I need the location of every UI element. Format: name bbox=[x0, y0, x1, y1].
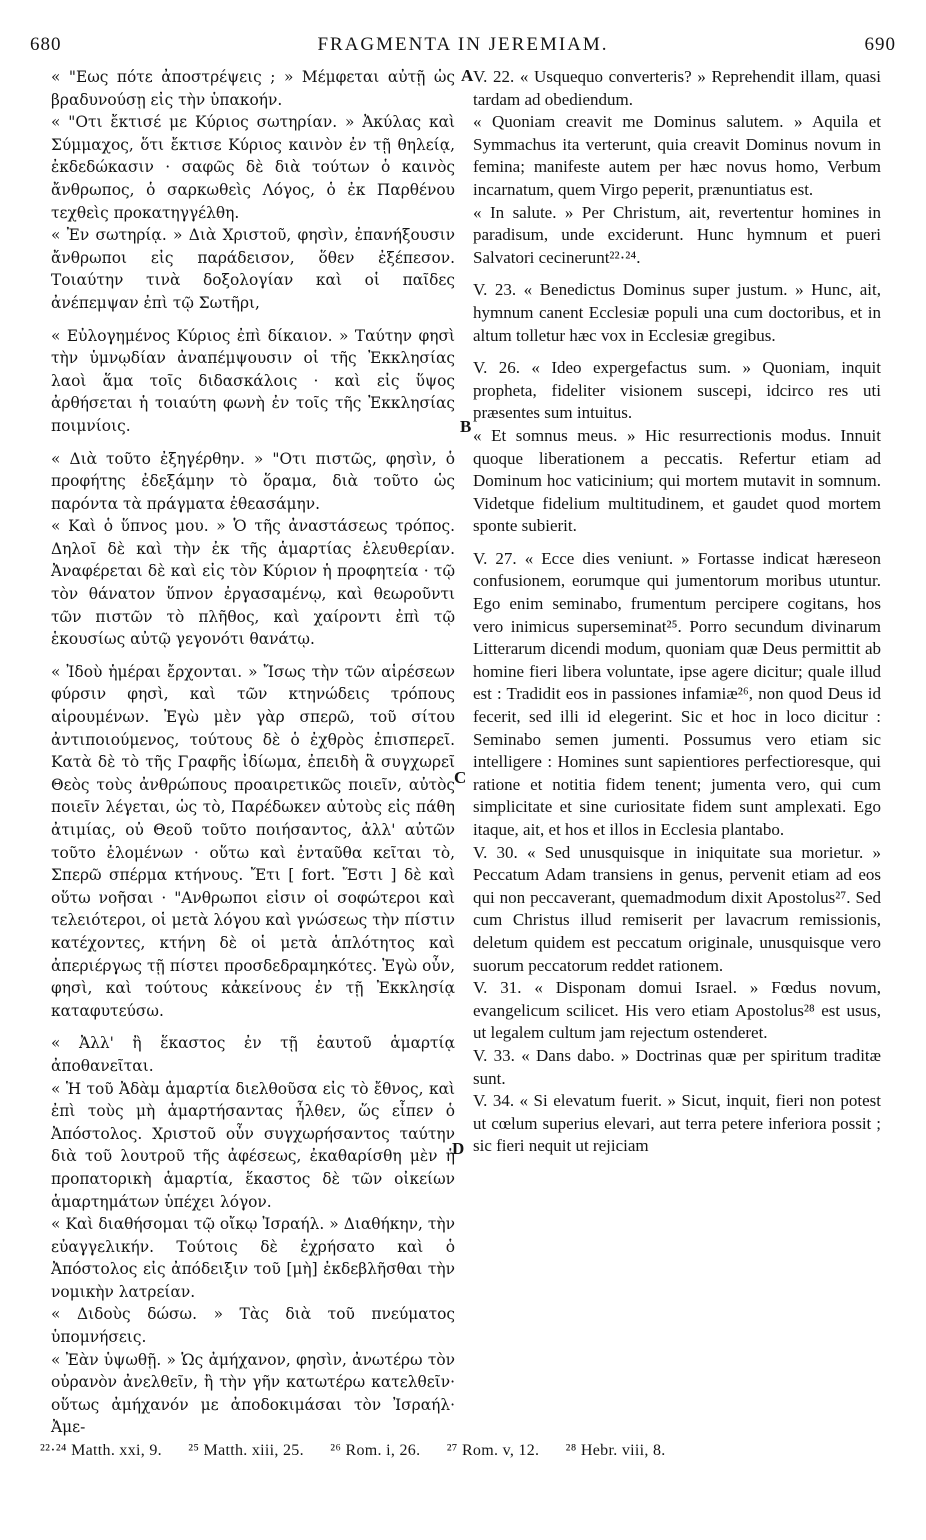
greek-paragraph: « Ἀλλ' ἢ ἕκαστος ἐν τῇ ἑαυτοῦ ἁμαρτίᾳ ἀποθανεῖται. bbox=[51, 1034, 455, 1075]
latin-paragraph: « Et somnus meus. » Hic resurrectionis modus. Innuit quoque liberationem a peccatis. Refertur etiam ad Dominum hoc vaticinium; qui mortem mutavit in somnum. Videtque fidelium multitudinem, et gaudet quod mortem sponte subierit. bbox=[473, 425, 881, 536]
greek-paragraph: « Ἐὰν ὑψωθῇ. » Ὡς ἀμήχανον, φησὶν, ἀνωτέρω τὸν οὐρανὸν ἀνελθεῖν, ἢ τὴν γῆν κατωτέρω κατελθεῖν· οὕτως ἀμήχανόν με ἀποδοκιμάσαι τὸν Ἰσραήλ· Ἀμε- bbox=[51, 1350, 455, 1437]
latin-paragraph: V. 23. « Benedictus Dominus super justum. » Hunc, ait, hymnum canent Ecclesiæ populi una cum doctoribus, et in altum tolletur hæc vox in Ecclesiæ gregibus. bbox=[473, 280, 881, 345]
greek-paragraph: « "Εως πότε ἀποστρέψεις ; » Μέμφεται αὐτῇ ὡς βραδυνούσῃ εἰς τὴν ὑπακοήν. bbox=[51, 68, 455, 109]
greek-paragraph: « Καὶ ὁ ὕπνος μου. » Ὁ τῆς ἀναστάσεως τρόπος. Δηλοῖ δὲ καὶ τὴν ἐκ τῆς ἁμαρτίας ἐλευθερίαν. Ἀναφέρεται δὲ καὶ εἰς τὸν Κύριον ἡ προφητεία · τῷ τὸν θάνατον ὕπνον ἐργασαμένῳ, καὶ θεωροῦντι τῶν πιστῶν τὸ πλῆθος, καὶ χαίροντι ἐπὶ τῷ ἑκουσίως αὐτῷ γεγονότι θανάτῳ. bbox=[51, 517, 455, 649]
footnote: ²⁷ Rom. v, 12. bbox=[446, 1442, 540, 1459]
greek-paragraph: « Ἐν σωτηρίᾳ. » Διὰ Χριστοῦ, φησὶν, ἐπανήξουσιν ἄνθρωποι εἰς παράδεισον, ὅθεν ἐξέπεσον. Τοιαύτην τινὰ δοξολογίαν καὶ οἱ παῖδες ἀνέπεμψαν ἐπὶ τῷ Σωτῆρι, bbox=[51, 226, 455, 312]
footnote: ²⁶ Rom. i, 26. bbox=[330, 1442, 421, 1459]
latin-paragraph: « In salute. » Per Christum, ait, revertentur homines in paradisum, unde exciderunt. Hunc hymnum et pueri Salvatori cecinerunt²²·²⁴. bbox=[473, 202, 881, 267]
margin-letter-c: C bbox=[454, 768, 467, 787]
greek-column bbox=[51, 66, 455, 1439]
latin-paragraph: V. 30. « Sed unusquisque in iniquitate sua morietur. » Peccatum Adam transiens in genus, pervenit etiam ad eos qui non peccaverant, quemadmodum dixit Apostolus²⁷. Sed cum Christus illud remiserit per lavacrum remissionis, deletum quidem est peccatum originale, unusquisque vero suorum peccatorum reddet rationem. bbox=[473, 842, 881, 975]
footnotes bbox=[40, 1442, 900, 1460]
greek-paragraph: « Διδοὺς δώσω. » Τὰς διὰ τοῦ πνεύματος ὑπομνήσεις. bbox=[51, 1305, 455, 1347]
margin-letter-a: A bbox=[461, 66, 474, 85]
latin-column bbox=[473, 66, 881, 1158]
latin-paragraph: « Quoniam creavit me Dominus salutem. » Aquila et Symmachus ita verterunt, quia creavit Dominus novum in femina; manifeste autem per hæc novus homo, Verbum incarnatum, quem Virgo peperit, prænuntiatus est. bbox=[473, 112, 881, 199]
greek-paragraph: « Ἰδοὺ ἡμέραι ἔρχονται. » Ἴσως τὴν τῶν αἱρέσεων φύρσιν φησὶ, καὶ τῶν κτηνώδεις τρόπους αἱρουμένων. Ἐγὼ μὲν γὰρ σπερῶ, τοῦ σίτου ἀντιποιούμενος, τούτους δὲ ὁ ἐχθρὸς ἐπισπερεῖ. Κατὰ δὲ τὸ τῆς Γραφῆς ἰδίωμα, ἐπειδὴ ἃ συγχωρεῖ Θεὸς τοὺς ἀνθρώπους προαιρετικῶς ποιεῖν, αὐτὸς ποιεῖν λέγεται, ὡς τὸ, Παρέδωκεν αὐτοὺς εἰς πάθη ἀτιμίας, οὐ Θεοῦ τοῦτο ποιήσαντος, ἀλλ' αὐτῶν τοῦτο ἑλομένων · οὕτω καὶ ἐνταῦθα κεῖται τὸ, Σπερῶ σπέρμα κτήνους. Ἔτι [ fort. Ἔστι ] δὲ καὶ οὕτω νοῆσαι · "Ανθρωποι εἰσιν οἱ σοφώτεροι καὶ τελειότεροι, οἱ μετὰ λόγου καὶ γνώσεως τὴν πίστιν κατέχοντες, κτήνη δὲ οἱ μετὰ ἁπλότητος καὶ ἀπεριέργως τῇ πίστει προσδεδραμηκότες. Ἐγὼ οὖν, φησὶ, καὶ τούτους κἀκείνους ἐν τῇ Ἐκκλησίᾳ καταφυτεύσω. bbox=[51, 662, 455, 1020]
greek-paragraph: « Ἡ τοῦ Ἀδὰμ ἁμαρτία διελθοῦσα εἰς τὸ ἔθνος, καὶ ἐπὶ τοὺς μὴ ἁμαρτήσαντας ἦλθεν, ὥς εἶπεν ὁ Ἀπόστολος. Χριστοῦ οὖν συγχωρήσαντος ταύτην διὰ τοῦ λουτροῦ τῆς ἀφέσεως, ἐκαθαρίσθη μὲν ἡ προπατορικὴ ἁμαρτία, ἕκαστος δὲ τῶν οἰκείων ἁμαρτημάτων ὑπέχει λόγον. bbox=[51, 1079, 455, 1211]
page-number-right: 690 bbox=[864, 34, 896, 55]
page-header bbox=[30, 34, 896, 60]
greek-paragraph: « Καὶ διαθήσομαι τῷ οἴκῳ Ἰσραήλ. » Διαθήκην, τὴν εὐαγγελικήν. Τούτοις δὲ ἐχρήσατο καὶ ὁ Ἀπόστολος εἰς ἀπόδειξιν τοῦ [μὴ] ἐκδεβλῆσθαι τὴν νομικὴν λατρείαν. bbox=[51, 1215, 455, 1301]
greek-paragraph: « Εὐλογημένος Κύριος ἐπὶ δίκαιον. » Ταύτην φησὶ τὴν ὑμνῳδίαν ἀναπέμψουσιν οἱ τῆς Ἐκκλησίας λαοὶ ἅμα τοῖς διδασκάλοις · καὶ εἰς ὕψος ἀρθήσεται ἡ τοιαύτη φωνὴ ἐν τοῖς τῆς Ἐκκλησίας ποιμνίοις. bbox=[51, 326, 455, 435]
margin-letter-b: B bbox=[460, 417, 472, 436]
latin-paragraph: V. 27. « Ecce dies veniunt. » Fortasse indicat hæreseon confusionem, eorumque qui jumentorum moribus utuntur. Ego enim seminabo, frumentum percipere cogitans, hos vero inimicus superseminat²⁵. Porro secundum divinarum Litterarum dicendi modum, quoniam quæ Deus permittit ab homine fieri libera voluntate, ipse agere dicitur; quale illud est : Tradidit eos in passiones infamiæ²⁶, non quod Deus id fecerit, sed illi id elegerint. Sic et hoc in loco dicitur : Seminabo semen jumenti. Possumus vero etiam sic intelligere : Homines sunt sapientiores perfectioresque, qui ratione et notitia fidem tenent; jumenta vero, qui cum simplicitate et sine curiositate fidem sunt amplexati. Ego itaque, ait, et hos et illos in Ecclesia plantabo. bbox=[473, 548, 881, 839]
footnote: ²⁵ Matth. xiii, 25. bbox=[188, 1442, 304, 1459]
running-title: FRAGMENTA IN JEREMIAM. bbox=[317, 34, 609, 55]
latin-paragraph: V. 22. « Usquequo converteris? » Reprehendit illam, quasi tardam ad obediendum. bbox=[473, 67, 881, 109]
greek-paragraph: « "Οτι ἔκτισέ με Κύριος σωτηρίαν. » Ἀκύλας καὶ Σύμμαχος, ὅτι ἔκτισε Κύριος καινὸν ἐν τῇ θηλείᾳ, ἐκδεδώκασιν · σαφῶς δὲ διὰ τούτων ὁ καινὸς ἄνθρωπος, ὁ σαρκωθεὶς Λόγος, ὁ ἐκ Παρθένου τεχθεὶς προκατηγγέλθη. bbox=[51, 113, 455, 222]
footnote: ²⁸ Hebr. viii, 8. bbox=[565, 1442, 666, 1459]
latin-paragraph: V. 26. « Ideo expergefactus sum. » Quoniam, inquit propheta, fideliter visionem suscepi, idcirco res uti præsentes sum intuitus. bbox=[473, 358, 881, 423]
margin-letter-d: D bbox=[452, 1139, 465, 1158]
greek-paragraph: « Διὰ τοῦτο ἐξηγέρθην. » "Οτι πιστῶς, φησὶν, ὁ προφήτης ἐδεξάμην τὸ ὅραμα, διὰ τοῦτο ὡς παρόντα τὰ πράγματα ἐθεασάμην. bbox=[51, 449, 455, 513]
latin-paragraph: V. 31. « Disponam domui Israel. » Fœdus novum, evangelicum scilicet. His vero etiam Apostolus²⁸ est usus, ut legalem cultum jam rejectum ostenderet. bbox=[473, 978, 881, 1043]
footnote: ²²·²⁴ Matth. xxi, 9. bbox=[40, 1442, 162, 1459]
latin-paragraph: V. 34. « Si elevatum fuerit. » Sicut, inquit, fieri non potest ut cœlum superius elevari, aut terra petere inferiora possit ; sic fieri nequit ut rejiciam bbox=[473, 1091, 881, 1156]
latin-paragraph: V. 33. « Dans dabo. » Doctrinas quæ per spiritum traditæ sunt. bbox=[473, 1045, 881, 1088]
page-number-left: 680 bbox=[30, 34, 62, 55]
